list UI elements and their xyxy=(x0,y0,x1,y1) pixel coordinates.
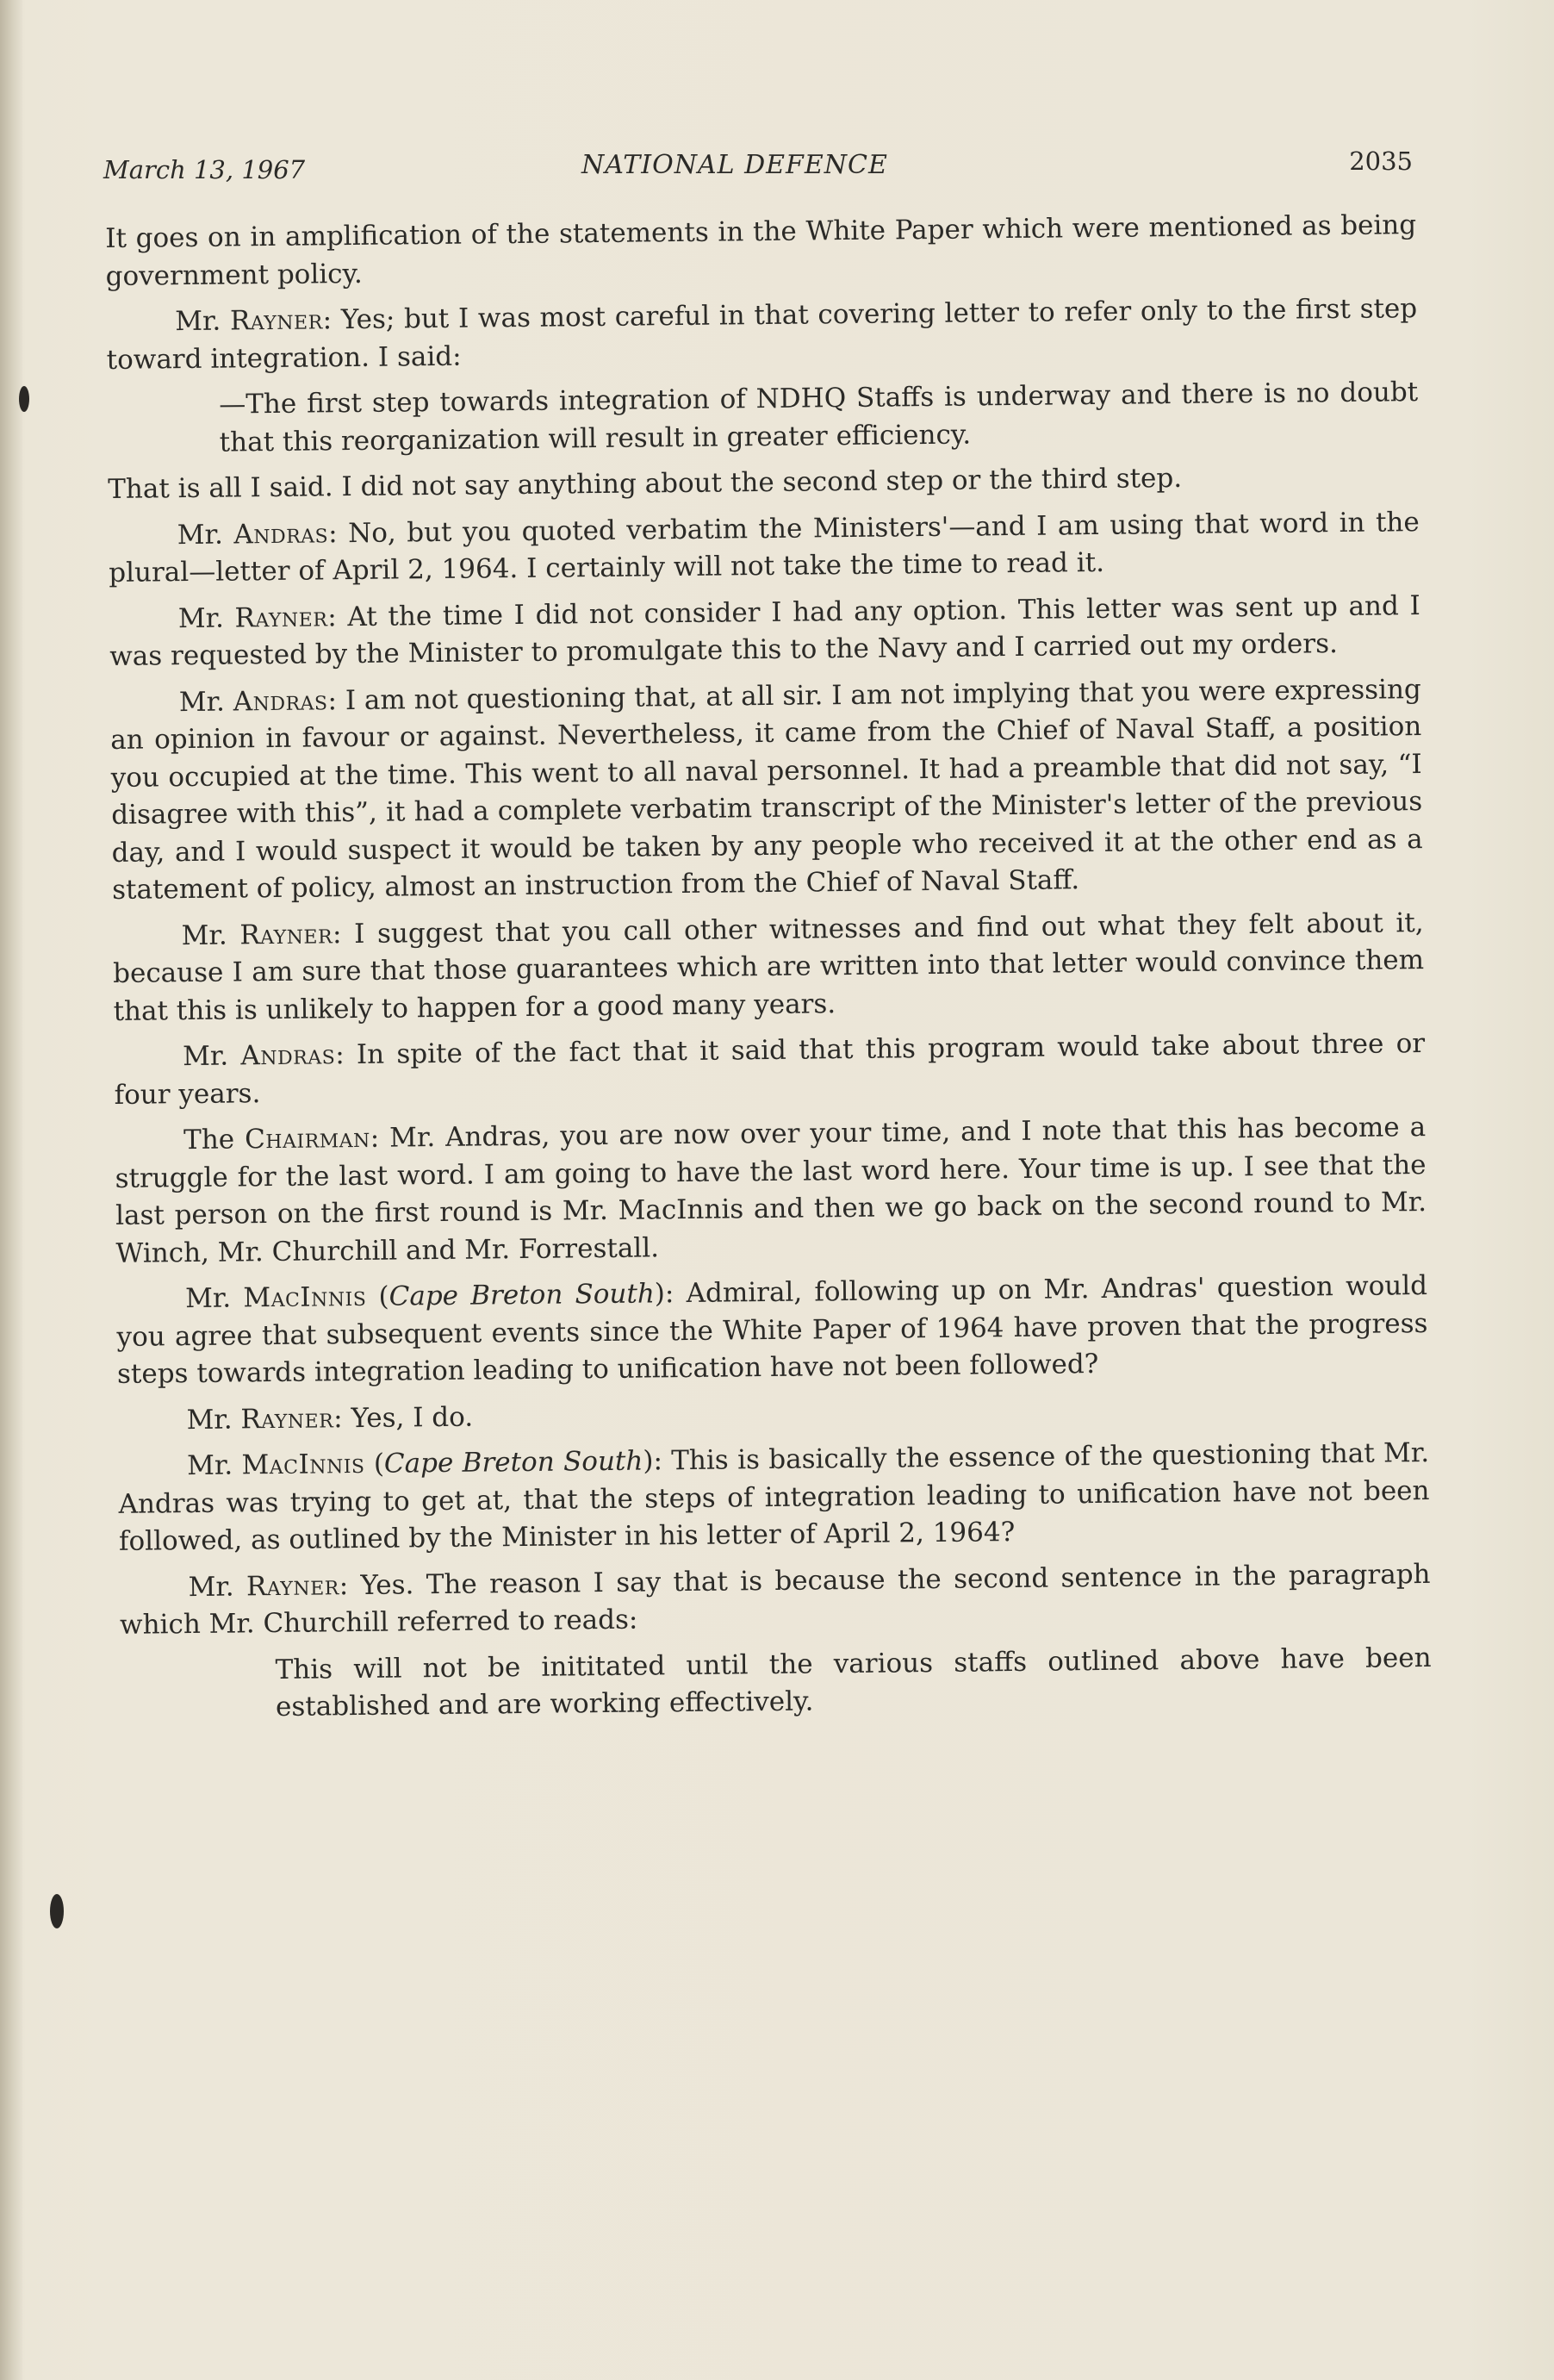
paragraph-text: : Yes. The reason I say that is because the second sentence in the paragraph which Mr. Churchill referred to reads: xyxy=(119,1558,1431,1641)
paragraph xyxy=(110,671,1424,910)
paragraph xyxy=(114,1025,1426,1114)
speaker-prefix: Mr. xyxy=(175,305,231,338)
speaker-name: Rayner xyxy=(246,1569,339,1602)
speaker-prefix: Mr. xyxy=(178,685,233,718)
speaker-prefix: Mr. xyxy=(181,919,240,951)
speaker-prefix: The xyxy=(183,1124,246,1156)
speaker-prefix: Mr. xyxy=(184,1282,244,1315)
paragraph xyxy=(109,504,1420,593)
paragraph-text: : I am not questioning that, at all sir. I am not implying that you were expressing an opinion in favour or against. Nevertheless, it came from the Chief of Naval Staff, a position you occupied at the time. This went to all naval personnel. It had a preamble that did not say, “I disagree with this”, it had a complete verbatim transcript of the Minister's letter of the previous day, and I would suspect it would be taken by any people who received it at the other end as a statement of policy, almost an instruction from the Chief of Naval Staff. xyxy=(110,673,1423,906)
speaker-prefix: Mr. xyxy=(186,1403,241,1436)
binding-hole-mark xyxy=(50,1894,64,1928)
speaker-name: Andras xyxy=(233,684,328,717)
paragraph-text: : No, but you quoted verbatim the Ministers'—and I am using that word in the plural—letter of April 2, 1964. I certainly will not take the time to read it. xyxy=(109,506,1420,589)
page-number: 2035 xyxy=(1349,146,1413,176)
paragraph-text: : In spite of the fact that it said that this program would take about three or four years. xyxy=(114,1028,1426,1111)
paragraph-text: That is all I said. I did not say anything about the second step or the third step. xyxy=(108,462,1183,505)
speaker-name: MacInnis xyxy=(241,1448,365,1481)
quote-text: This will not be inititated until the various staffs outlined above have been established and are working effectively. xyxy=(275,1642,1432,1723)
block-quote xyxy=(107,374,1419,463)
paragraph xyxy=(108,458,1419,508)
speaker-prefix: Mr. xyxy=(188,1570,247,1603)
paragraph: Mr. MacInnis (Cape Breton South): This is basically the essence of the questioning that Mr. Andras was trying to get at, that the steps of integration leading to unification have not been followed, as outlined by the Minister in his letter of April 2, 1964? xyxy=(118,1436,1430,1557)
paragraph xyxy=(119,1555,1431,1644)
speaker-prefix: Mr. xyxy=(177,601,235,634)
paragraph xyxy=(115,1109,1427,1273)
speaker-prefix: Mr. xyxy=(186,1449,242,1482)
block-quote xyxy=(120,1639,1432,1728)
speaker-prefix: Mr. xyxy=(177,518,234,551)
paragraph xyxy=(109,588,1421,676)
paragraph xyxy=(106,290,1418,379)
transcript-body xyxy=(105,207,1432,1736)
paragraph-text: : This is basically the essence of the questioning that Mr. Andras was trying to get at, that the steps of integration leading to unification have not been followed, as outlined by the Minister in his letter of April 2, 1964? xyxy=(118,1436,1430,1557)
speaker-name: Rayner xyxy=(229,304,323,337)
paragraph xyxy=(117,1388,1428,1439)
paragraph-text: : Yes, I do. xyxy=(333,1401,474,1434)
binding-hole-mark xyxy=(19,386,29,412)
paragraph xyxy=(105,207,1417,296)
speaker-name: Chairman xyxy=(244,1122,371,1156)
paragraph xyxy=(112,905,1424,1031)
quote-text: —The first step towards integration of NDHQ Staffs is underway and there is no doubt that this reorganization will result in greater efficiency. xyxy=(219,377,1419,458)
paragraph-text: : Admiral, following up on Mr. Andras' question would you agree that subsequent events since the White Paper of 1964 have proven that the progress steps towards integration leading to unification have not been followed? xyxy=(116,1269,1428,1390)
speaker-name: Andras xyxy=(240,1039,336,1072)
constituency: Cape Breton South xyxy=(388,1278,656,1312)
speaker-name: Rayner xyxy=(234,601,328,633)
header-title: NATIONAL DEFENCE xyxy=(581,150,888,180)
paragraph-text: : I suggest that you call other witnesses and find out what they felt about it, because I am sure that those guarantees which are written into that letter would convince them that this is unlikely to happen for a good many years. xyxy=(112,907,1425,1027)
paragraph-text: : At the time I did not consider I had any option. This letter was sent up and I was requested by the Minister to promulgate this to the Navy and I carried out my orders. xyxy=(109,589,1420,672)
page-binding-edge xyxy=(0,0,22,2380)
paragraph: Mr. MacInnis (Cape Breton South): Admiral, following up on Mr. Andras' question would you agree that subsequent events since the White Paper of 1964 have proven that the progress steps towards integration leading to unification have not been followed? xyxy=(116,1269,1428,1390)
speaker-name: Andras xyxy=(233,517,329,550)
paragraph-text: : Yes; but I was most careful in that covering letter to refer only to the first step toward integration. I said: xyxy=(106,293,1418,376)
header-date: March 13, 1967 xyxy=(103,155,306,184)
running-header xyxy=(103,146,1413,190)
paragraph-text: : Mr. Andras, you are now over your time, and I note that this has become a struggle for the last word. I am going to have the last word here. Your time is up. I see that the last person on the first round is Mr. MacInnis and then we go back on the second round to Mr. Winch, Mr. Churchill and Mr. Forrestall. xyxy=(115,1112,1427,1269)
paragraph-text: It goes on in amplification of the statements in the White Paper which were mentioned as being government policy. xyxy=(105,209,1417,292)
constituency: Cape Breton South xyxy=(383,1445,643,1480)
speaker-name: MacInnis xyxy=(243,1280,367,1314)
speaker-name: Rayner xyxy=(239,918,333,950)
speaker-prefix: Mr. xyxy=(182,1040,241,1073)
speaker-name: Rayner xyxy=(240,1402,334,1435)
